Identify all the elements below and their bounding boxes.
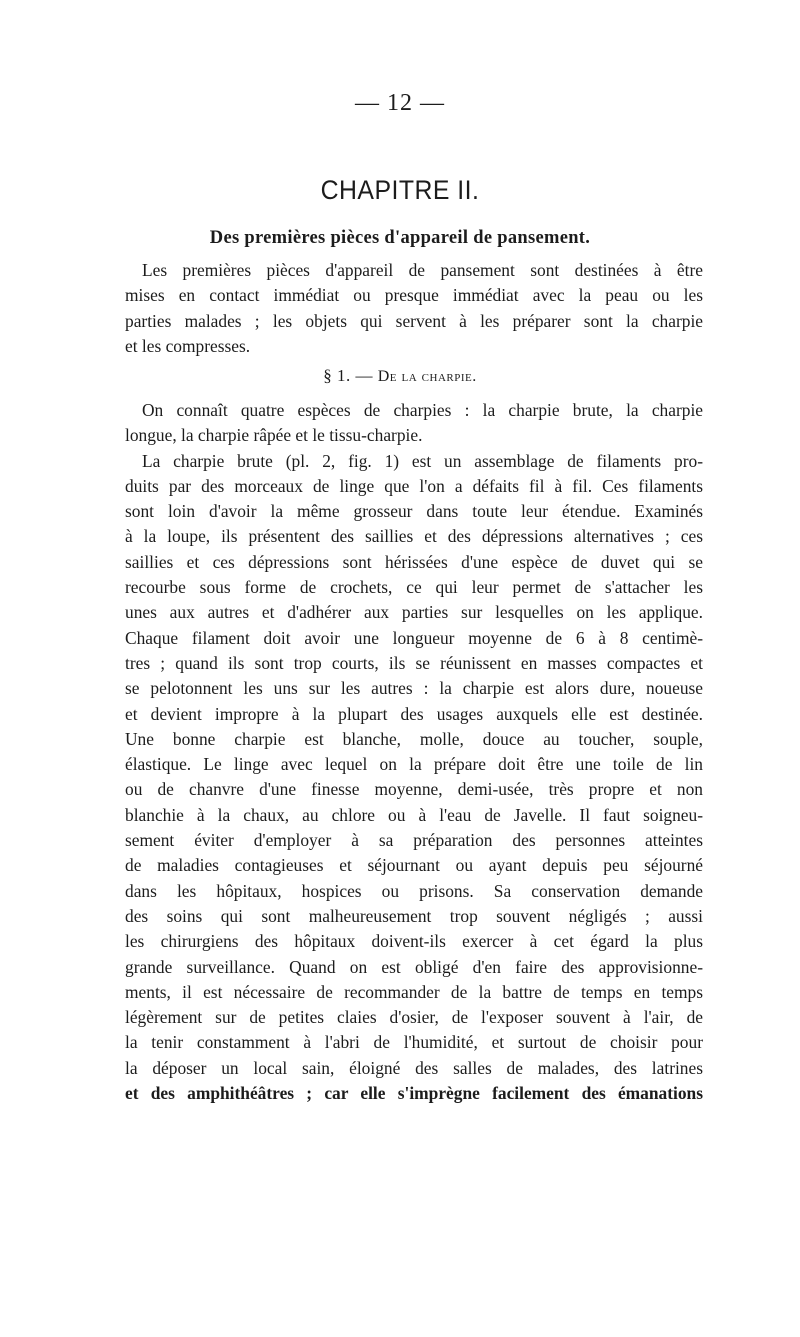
text-line: grande surveillance. Quand on est obligé d'en faire des approvisionne- xyxy=(125,956,703,977)
text-line: ou de chanvre d'une finesse moyenne, demi-usée, très propre et non xyxy=(125,779,703,800)
section-heading xyxy=(0,366,800,386)
text-line: dans les hôpitaux, hospices ou prisons. Sa conservation demande xyxy=(125,880,703,901)
text-line: légèrement sur de petites claies d'osier, de l'exposer souvent à l'air, de xyxy=(125,1007,703,1028)
text-line: La charpie brute (pl. 2, fig. 1) est un assemblage de filaments pro- xyxy=(142,450,703,471)
section-title: De la charpie. xyxy=(377,368,477,385)
section-number: § 1. — xyxy=(323,366,373,385)
text-line: et des amphithéâtres ; car elle s'imprègne facilement des émanations xyxy=(125,1083,703,1104)
text-line: longue, la charpie râpée et le tissu-charpie. xyxy=(125,425,423,446)
chapter-subtitle: Des premières pièces d'appareil de pansement. xyxy=(209,228,591,248)
text-line: blanchie à la chaux, au chlore ou à l'eau de Javelle. Il faut soigneu- xyxy=(125,804,703,825)
text-line: sement éviter d'employer à sa préparation des personnes atteintes xyxy=(125,830,703,851)
intro-paragraph xyxy=(125,258,703,359)
text-line: tres ; quand ils sont trop courts, ils se réunissent en masses compactes et xyxy=(125,652,703,673)
text-line: On connaît quatre espèces de charpies : la charpie brute, la charpie xyxy=(142,400,703,420)
text-line: de maladies contagieuses et séjournant ou ayant depuis peu séjourné xyxy=(125,855,703,876)
text-line: mises en contact immédiat ou presque immédiat avec la peau ou les xyxy=(125,285,703,306)
page-number: — 12 — xyxy=(355,90,445,116)
text-line: saillies et ces dépressions sont hérissées d'une espèce de duvet qui se xyxy=(125,551,703,572)
text-line: des soins qui sont malheureusement trop souvent négligés ; aussi xyxy=(125,905,703,926)
text-line: à la loupe, ils présentent des saillies et des dépressions alternatives ; ces xyxy=(125,526,703,547)
text-line: et les compresses. xyxy=(125,335,251,356)
text-line: la déposer un local sain, éloigné des salles de malades, des latrines xyxy=(125,1057,703,1078)
text-line: et devient impropre à la plupart des usages auxquels elle est destinée. xyxy=(125,703,703,724)
text-line: ments, il est nécessaire de recommander de la battre de temps en temps xyxy=(125,981,703,1002)
text-line: se pelotonnent les uns sur les autres : la charpie est alors dure, noueuse xyxy=(125,678,703,699)
text-line: recourbe sous forme de crochets, ce qui leur permet de s'attacher les xyxy=(125,577,703,598)
text-line: unes aux autres et d'adhérer aux parties sur lesquelles on les applique. xyxy=(125,602,703,623)
chapter-title: CHAPITRE II. xyxy=(320,175,480,205)
text-line: les chirurgiens des hôpitaux doivent-ils exercer à cet égard la plus xyxy=(125,931,703,952)
text-line: parties malades ; les objets qui servent à les préparer sont la charpie xyxy=(125,310,703,331)
text-line: sont loin d'avoir la même grosseur dans toute leur étendue. Examinés xyxy=(125,501,703,522)
text-line: Une bonne charpie est blanche, molle, douce au toucher, souple, xyxy=(125,728,703,749)
text-line: Chaque filament doit avoir une longueur moyenne de 6 à 8 centimè- xyxy=(125,627,703,648)
text-line: Les premières pièces d'appareil de pansement sont destinées à être xyxy=(142,260,703,280)
text-line: duits par des morceaux de linge que l'on a défaits fil à fil. Ces filaments xyxy=(125,475,703,496)
text-line: élastique. Le linge avec lequel on la prépare doit être une toile de lin xyxy=(125,754,703,775)
text-line: la tenir constamment à l'abri de l'humidité, et surtout de choisir pour xyxy=(125,1032,703,1053)
body-text xyxy=(125,398,703,1106)
